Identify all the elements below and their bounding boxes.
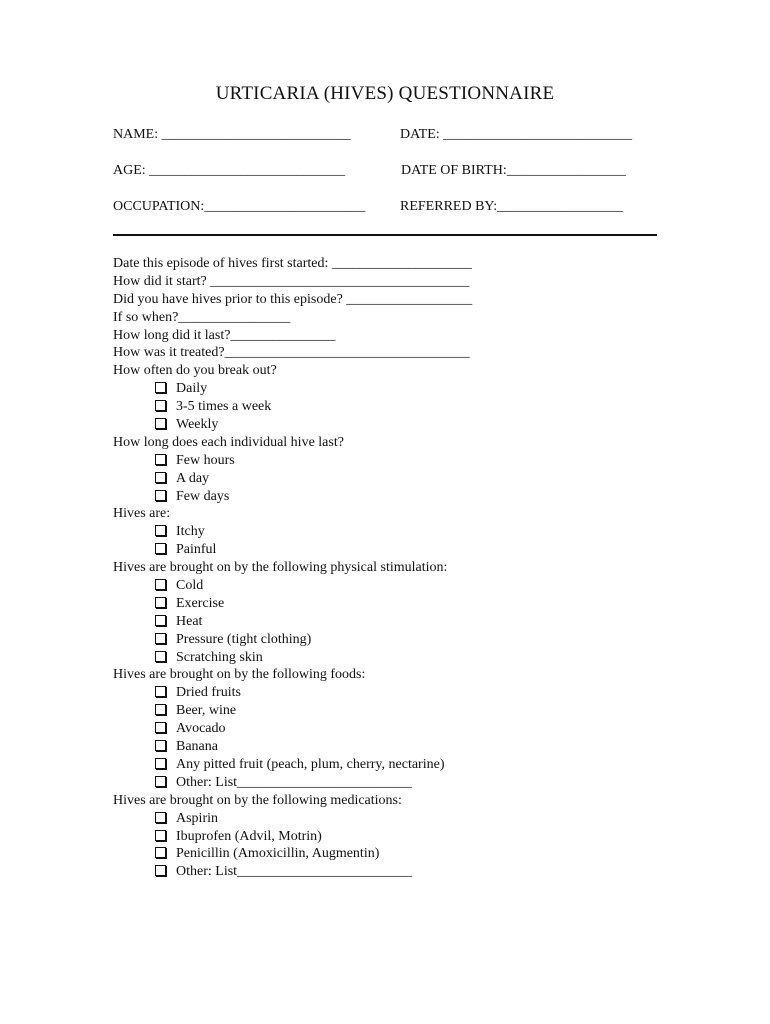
- question-medications: Hives are brought on by the following medications:: [113, 792, 402, 808]
- checkbox-icon[interactable]: [155, 525, 166, 536]
- checkbox-icon[interactable]: [155, 579, 166, 590]
- option-exercise[interactable]: Exercise: [113, 595, 472, 613]
- option-scratching-skin[interactable]: Scratching skin: [113, 649, 472, 667]
- checkbox-icon[interactable]: [155, 597, 166, 608]
- date-field[interactable]: DATE: ___________________________: [400, 127, 633, 142]
- checkbox-icon[interactable]: [155, 740, 166, 751]
- checkbox-icon[interactable]: [155, 812, 166, 823]
- checkbox-icon[interactable]: [155, 543, 166, 554]
- option-pressure[interactable]: Pressure (tight clothing): [113, 631, 472, 649]
- question-prior-hives[interactable]: Did you have hives prior to this episode? __________________: [113, 291, 473, 307]
- checkbox-icon[interactable]: [155, 722, 166, 733]
- name-field[interactable]: NAME: ___________________________: [113, 127, 351, 142]
- checkbox-icon[interactable]: [155, 847, 166, 858]
- referred-by-field[interactable]: REFERRED BY:__________________: [400, 199, 624, 214]
- option-few-hours[interactable]: Few hours: [113, 452, 472, 470]
- checkbox-icon[interactable]: [155, 382, 166, 393]
- questions-section: [113, 255, 472, 881]
- checkbox-icon[interactable]: [155, 651, 166, 662]
- option-weekly[interactable]: Weekly: [113, 416, 472, 434]
- option-heat[interactable]: Heat: [113, 613, 472, 631]
- checkbox-icon[interactable]: [155, 758, 166, 769]
- date-of-birth-field[interactable]: DATE OF BIRTH:_________________: [401, 163, 626, 178]
- question-episode-start[interactable]: Date this episode of hives first started: ____________________: [113, 256, 472, 271]
- checkbox-icon[interactable]: [155, 830, 166, 841]
- question-foods: Hives are brought on by the following foods:: [113, 667, 366, 683]
- checkbox-icon[interactable]: [155, 865, 166, 876]
- option-other-medications[interactable]: Other: List_________________________: [113, 863, 472, 881]
- option-other-foods[interactable]: Other: List_________________________: [113, 774, 472, 792]
- checkbox-icon[interactable]: [155, 704, 166, 715]
- checkbox-icon[interactable]: [155, 633, 166, 644]
- age-field[interactable]: AGE: ____________________________: [113, 163, 346, 178]
- occupation-field[interactable]: OCCUPATION:_______________________: [113, 199, 366, 214]
- question-if-so-when[interactable]: If so when?________________: [113, 309, 291, 325]
- option-dried-fruits[interactable]: Dried fruits: [113, 684, 472, 702]
- question-how-treated[interactable]: How was it treated?___________________________________: [113, 345, 470, 361]
- checkbox-icon[interactable]: [155, 400, 166, 411]
- checkbox-icon[interactable]: [155, 418, 166, 429]
- checkbox-icon[interactable]: [155, 776, 166, 787]
- option-3-5-times-week[interactable]: 3-5 times a week: [113, 398, 472, 416]
- option-banana[interactable]: Banana: [113, 738, 472, 756]
- option-penicillin[interactable]: Penicillin (Amoxicillin, Augmentin): [113, 845, 472, 863]
- question-break-out-frequency: How often do you break out?: [113, 363, 277, 379]
- option-itchy[interactable]: Itchy: [113, 523, 472, 541]
- option-a-day[interactable]: A day: [113, 470, 472, 488]
- option-pitted-fruit[interactable]: Any pitted fruit (peach, plum, cherry, nectarine): [113, 756, 472, 774]
- checkbox-icon[interactable]: [155, 490, 166, 501]
- option-daily[interactable]: Daily: [113, 380, 472, 398]
- question-hives-are: Hives are:: [113, 506, 171, 522]
- option-avocado[interactable]: Avocado: [113, 720, 472, 738]
- question-hive-duration: How long does each individual hive last?: [113, 434, 344, 450]
- checkbox-icon[interactable]: [155, 472, 166, 483]
- option-cold[interactable]: Cold: [113, 577, 472, 595]
- checkbox-icon[interactable]: [155, 615, 166, 626]
- option-few-days[interactable]: Few days: [113, 488, 472, 506]
- option-aspirin[interactable]: Aspirin: [113, 810, 472, 828]
- question-how-long-lasted[interactable]: How long did it last?_______________: [113, 327, 336, 343]
- header-divider: [113, 234, 657, 236]
- option-beer-wine[interactable]: Beer, wine: [113, 702, 472, 720]
- checkbox-icon[interactable]: [155, 686, 166, 697]
- page-title: URTICARIA (HIVES) QUESTIONNAIRE: [215, 83, 555, 104]
- option-ibuprofen[interactable]: Ibuprofen (Advil, Motrin): [113, 828, 472, 846]
- checkbox-icon[interactable]: [155, 454, 166, 465]
- question-how-started[interactable]: How did it start? _____________________________________: [113, 273, 470, 289]
- option-painful[interactable]: Painful: [113, 541, 472, 559]
- question-physical-stimulation: Hives are brought on by the following physical stimulation:: [113, 560, 448, 576]
